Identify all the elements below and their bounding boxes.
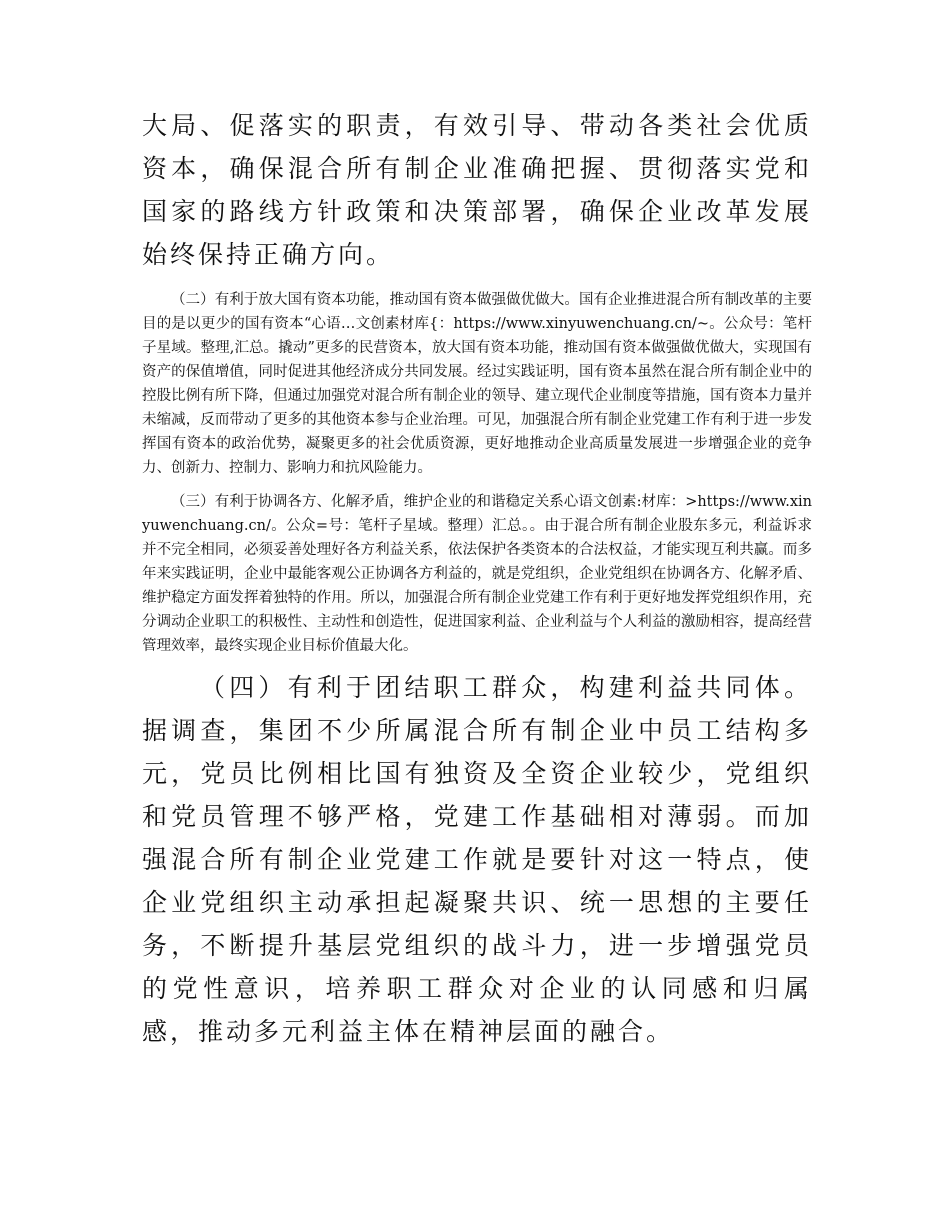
paragraph-4-unity: （四）有利于团结职工群众，构建利益共同体。据调查，集团不少所属混合所有制企业中员工结构多元，党员比例相比国有独资及全资企业较少，党组织和党员管理不够严格，党建工作基础相对薄弱。而加强混合所有制企业党建工作就是要针对这一特点，使企业党组织主动承担起凝聚共识、统一思想的主要任务，不断提升基层党组织的战斗力，进一步增强党员的党性意识，培养职工群众对企业的认同感和归属感，推动多元利益主体在精神层面的融合。 <box>142 673 812 1046</box>
paragraph-2-state-capital: （二）有利于放大国有资本功能，推动国有资本做强做优做大。国有企业推进混合所有制改革的主要目的是以更少的国有资本“心语…文创素材库{：https://www.xinyuwenchuang.cn/~。公众号：笔杆子星域。整理,汇总。撬动”更多的民营资本，放大国有资本功能，推动国有资本做强做优做大，实现国有资产的保值增值，同时促进其他经济成分共同发展。经过实践证明，国有资本虽然在混合所有制企业中的控股比例有所下降，但通过加强党对混合所有制企业的领导、建立现代企业制度等措施，国有资本力量并未缩减，反而带动了更多的其他资本参与企业治理。可见，加强混合所有制企业党建工作有利于进一步发挥国有资本的政治优势，凝聚更多的社会优质资源，更好地推动企业高质量发展进一步增强企业的竞争力、创新力、控制力、影响力和抗风险能力。 <box>142 292 812 476</box>
document-page <box>142 104 812 1053</box>
paragraph-3-coordination: （三）有利于协调各方、化解矛盾，维护企业的和谐稳定关系心语文创素:材库：>https://www.xinyuwenchuang.cn/。公众=号：笔杆子星域。整理）汇总。。由于混合所有制企业股东多元，利益诉求并不完全相同，必须妥善处理好各方利益关系，依法保护各类资本的合法权益，才能实现互利共赢。而多年来实践证明，企业中最能客观公正协调各方利益的，就是党组织，企业党组织在协调各方、化解矛盾、维护稳定方面发挥着独特的作用。所以，加强混合所有制企业党建工作有利于更好地发挥党组织作用，充分调动企业职工的积极性、主动性和创造性，促进国家利益、企业利益与个人利益的激励相容，提高经营管理效率，最终实现企业目标价值最大化。 <box>142 494 812 654</box>
paragraph-1-continuation: 大局、促落实的职责，有效引导、带动各类社会优质资本，确保混合所有制企业准确把握、贯彻落实党和国家的路线方针政策和决策部署，确保企业改革发展始终保持正确方向。 <box>142 111 812 269</box>
